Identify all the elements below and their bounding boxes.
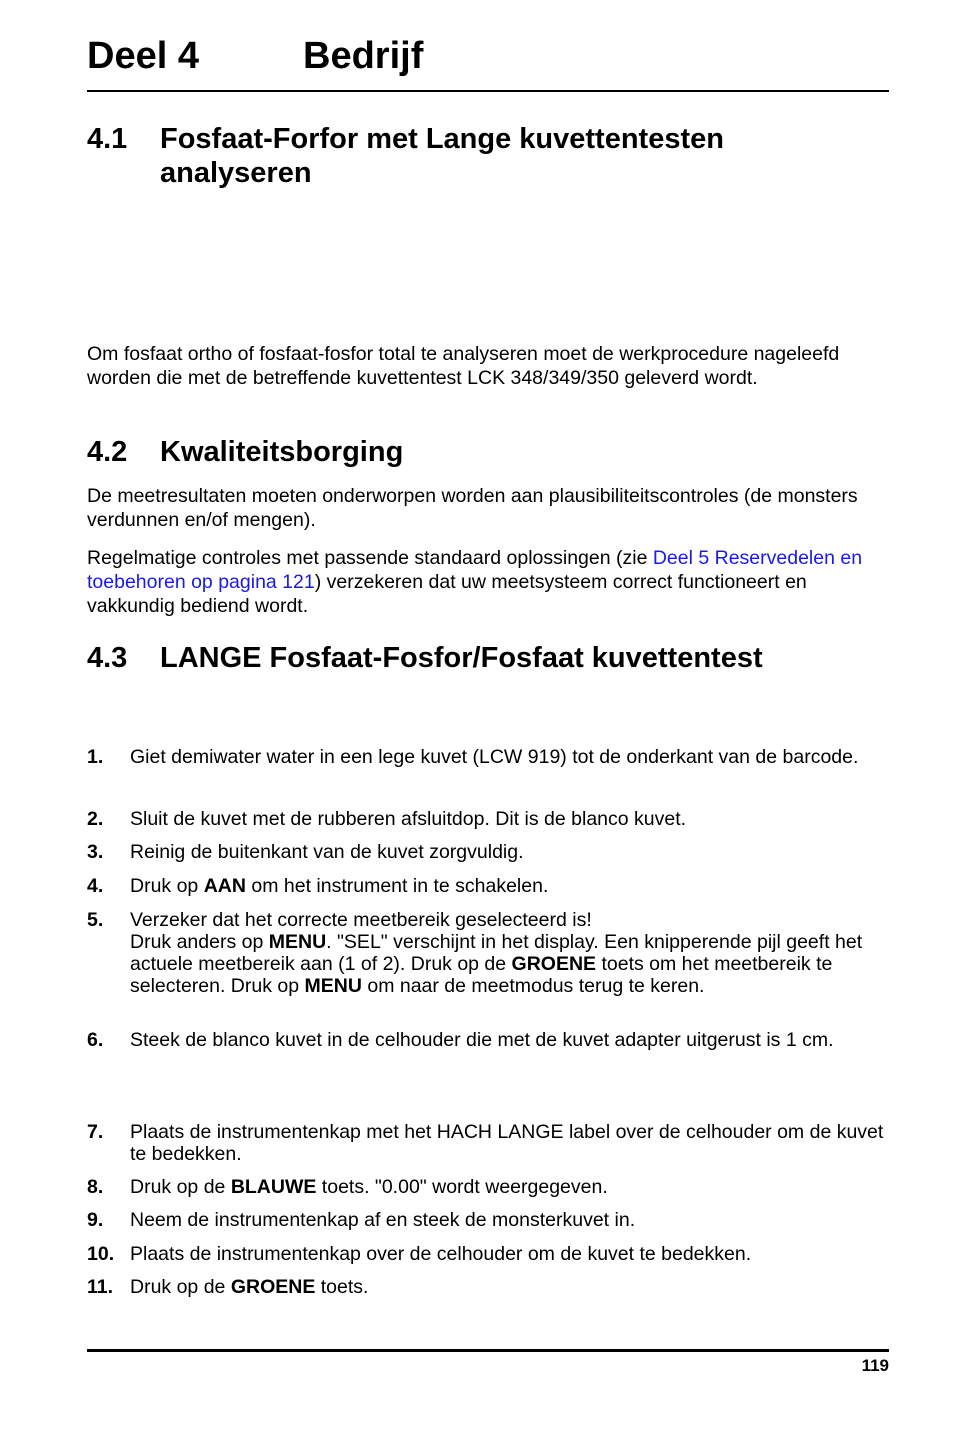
section-number: 4.3 xyxy=(87,642,128,674)
step-text-fragment: Neem de instrumentenkap af en steek de monsterkuvet in. xyxy=(130,1209,636,1231)
step-body xyxy=(130,1243,885,1265)
step-number: 4. xyxy=(87,875,104,897)
step-body xyxy=(130,1276,885,1298)
chapter-title: Bedrijf xyxy=(303,35,424,77)
step-text-fragment: toets. xyxy=(315,1276,369,1298)
step-number: 10. xyxy=(87,1243,115,1265)
step-body xyxy=(130,931,885,997)
step-text xyxy=(130,875,885,897)
step-text xyxy=(130,746,885,768)
key-name: MENU xyxy=(304,975,362,997)
step-text-fragment: om naar de meetmodus terug te keren. xyxy=(361,975,705,997)
step-text-fragment: Steek de blanco kuvet in de celhouder die met de kuvet adapter uitgerust is 1 cm. xyxy=(130,1029,834,1051)
page xyxy=(87,0,889,1434)
section-title: Fosfaat-Forfor met Lange kuvettentesten analyseren xyxy=(160,123,724,189)
step-number: 7. xyxy=(87,1121,104,1143)
key-name: GROENE xyxy=(511,953,597,975)
step-text-fragment: Druk op xyxy=(130,875,204,897)
step-number: 11. xyxy=(87,1276,114,1298)
step-text xyxy=(130,1121,885,1165)
step-text-fragment: Reinig de buitenkant van de kuvet zorgvuldig. xyxy=(130,841,524,863)
step-text-fragment: Plaats de instrumentenkap over de celhouder om de kuvet te bedekken. xyxy=(130,1243,752,1265)
step-first-line: Verzeker dat het correcte meetbereik geselecteerd is! xyxy=(130,909,592,931)
quality-text-before: Regelmatige controles met passende standaard oplossingen (zie xyxy=(87,547,653,569)
section-title: LANGE Fosfaat-Fosfor/Fosfaat kuvettentest xyxy=(160,642,763,674)
step-text-fragment: Sluit de kuvet met de rubberen afsluitdop. Dit is de blanco kuvet. xyxy=(130,808,687,830)
section-number: 4.1 xyxy=(87,123,128,155)
step-text xyxy=(130,1029,885,1051)
chapter-number: Deel 4 xyxy=(87,35,199,77)
cross-reference-link[interactable]: Deel 5 Reservedelen en toebehoren op pagina 121 xyxy=(87,547,863,593)
step-text-fragment: toets. "0.00" wordt weergegeven. xyxy=(316,1176,608,1198)
step-number: 3. xyxy=(87,841,104,863)
page-number: 119 xyxy=(861,1356,889,1375)
step-text-fragment: . "SEL" verschijnt in het display. Een knipperende pijl geeft het actuele meetbereik aan (1 of 2). Druk op de xyxy=(130,931,863,975)
step-text xyxy=(130,1276,885,1298)
step-text-fragment: Druk anders op xyxy=(130,931,269,953)
step-number: 6. xyxy=(87,1029,104,1051)
step-body xyxy=(130,1121,885,1165)
intro-paragraph: Om fosfaat ortho of fosfaat-fosfor total te analyseren moet de werkprocedure nageleefd worden die met de betreffende kuvettentest LCK 348/349/350 geleverd wordt. xyxy=(87,343,840,389)
quality-paragraph-1: De meetresultaten moeten onderworpen worden aan plausibiliteitscontroles (de monsters verdunnen en/of mengen). xyxy=(87,485,858,531)
step-body xyxy=(130,1209,885,1231)
quality-paragraph-2 xyxy=(87,546,889,618)
step-body xyxy=(130,746,885,768)
step-text-fragment: Druk op de xyxy=(130,1276,231,1298)
section-number: 4.2 xyxy=(87,436,128,468)
section-title: Kwaliteitsborging xyxy=(160,436,404,468)
quality-text-after: ) verzekeren dat uw meetsysteem correct functioneert en vakkundig bediend wordt. xyxy=(87,571,807,617)
chapter-heading xyxy=(87,30,889,92)
step-number: 1. xyxy=(87,746,104,768)
key-name: AAN xyxy=(203,875,246,897)
step-number: 8. xyxy=(87,1176,104,1198)
step-text-fragment: toets om het meetbereik te selecteren. Druk op xyxy=(130,953,833,997)
key-name: BLAUWE xyxy=(230,1176,317,1198)
key-name: MENU xyxy=(268,931,327,953)
step-text xyxy=(130,1243,885,1265)
step-text xyxy=(130,1176,885,1198)
step-body xyxy=(130,1176,885,1198)
step-body xyxy=(130,1029,885,1051)
step-number: 5. xyxy=(87,909,104,931)
key-name: GROENE xyxy=(230,1276,316,1298)
step-body xyxy=(130,875,885,897)
step-number: 2. xyxy=(87,808,104,830)
step-number: 9. xyxy=(87,1209,104,1231)
step-text xyxy=(130,1209,885,1231)
step-body xyxy=(130,808,885,830)
step-text-fragment: Druk op de xyxy=(130,1176,231,1198)
step-text xyxy=(130,909,885,997)
step-text xyxy=(130,808,885,830)
step-text-fragment: Giet demiwater water in een lege kuvet (LCW 919) tot de onderkant van de barcode. xyxy=(130,746,859,768)
footer-rule xyxy=(87,1349,889,1352)
step-text xyxy=(130,841,885,863)
step-body xyxy=(130,841,885,863)
step-text-fragment: Plaats de instrumentenkap met het HACH LANGE label over de celhouder om de kuvet te bedekken. xyxy=(130,1121,884,1165)
step-text-fragment: om het instrument in te schakelen. xyxy=(245,875,549,897)
